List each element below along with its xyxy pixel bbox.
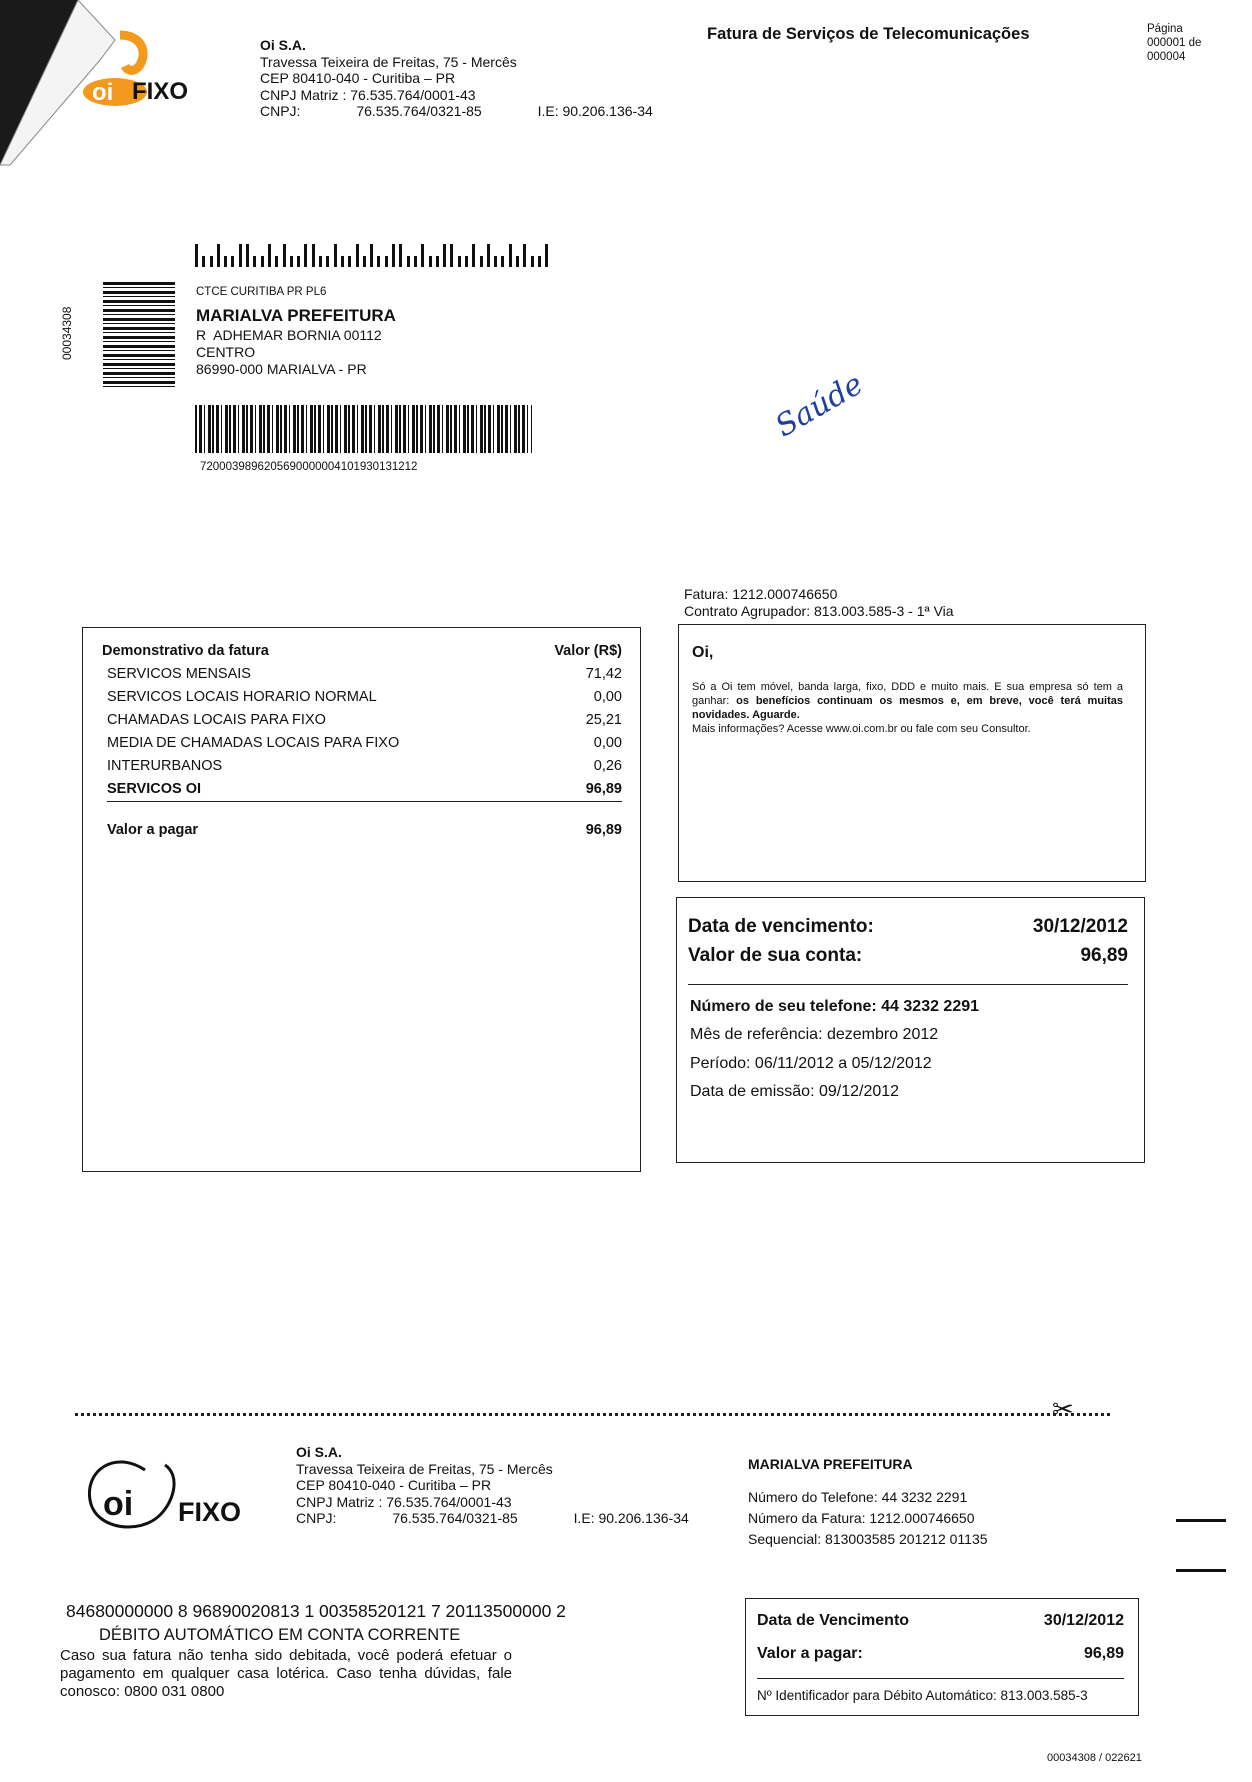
statement-item-value: 0,00 (593, 735, 622, 751)
postnet-bar (487, 244, 490, 267)
postnet-bar (275, 256, 278, 267)
scissors-icon: ✂ (1052, 1394, 1074, 1424)
postnet-bar (297, 256, 300, 267)
statement-items (83, 663, 640, 778)
statement-item-row (83, 732, 640, 755)
statement-item-value: 71,42 (585, 666, 622, 682)
stub-amount-value: 96,89 (1083, 1645, 1124, 1662)
issue-date: Data de emissão: 09/12/2012 (690, 1083, 900, 1100)
postnet-bar (341, 256, 344, 267)
message-body-bold: os benefícios continuam os mesmos e, em breve, você terá muitas novidades. Aguarde. (692, 695, 1123, 721)
postnet-bar (319, 256, 322, 267)
amount-label: Valor de sua conta: (688, 945, 863, 966)
message-body-text: Só a Oi tem móvel, banda larga, fixo, DDD e muito mais. E sua empresa só tem a ganhar: (692, 681, 1123, 707)
postnet-bar (224, 256, 227, 267)
postnet-bar (399, 244, 402, 267)
statement-subtotal (107, 778, 622, 802)
stub-ie-value: I.E: 90.206.136-34 (573, 1510, 689, 1526)
total-label: Valor a pagar (107, 822, 199, 838)
company-cnpj-matriz: CNPJ Matriz : 76.535.764/0001-43 (260, 86, 476, 103)
stub-phone: Número do Telefone: 44 3232 2291 (748, 1489, 968, 1505)
page-counter (1147, 22, 1201, 64)
margin-mark-1 (1176, 1519, 1226, 1522)
stub-cnpj-value: 76.535.764/0321-85 (392, 1510, 518, 1526)
handwritten-note: Saúde (769, 366, 870, 445)
statement-total (83, 819, 640, 842)
addressee-barcode (195, 405, 532, 453)
stub-amount-row (757, 1642, 1124, 1679)
postnet-bar (516, 256, 519, 267)
statement-item-label: SERVICOS MENSAIS (107, 666, 251, 682)
logo-fixo-text: FIXO (132, 78, 189, 105)
statement-item-label: CHAMADAS LOCAIS PARA FIXO (107, 712, 326, 728)
postnet-bar (304, 244, 307, 267)
due-box (676, 897, 1145, 1163)
postnet-bar (472, 244, 475, 267)
contrato-number: Contrato Agrupador: 813.003.585-3 - 1ª Via (684, 603, 954, 619)
svg-text:oi: oi (92, 79, 114, 106)
statement-box (82, 627, 641, 1172)
postnet-bar (370, 244, 373, 267)
stub-logo-fixo: FIXO (178, 1497, 242, 1527)
postnet-bar (363, 256, 366, 267)
page-label: Página (1147, 23, 1183, 35)
postnet-bar (217, 244, 220, 267)
stub-due-box (745, 1598, 1139, 1716)
statement-item-row (83, 663, 640, 686)
postnet-barcode (195, 244, 548, 267)
postnet-bar (458, 256, 461, 267)
total-value: 96,89 (585, 822, 622, 838)
postnet-bar (290, 256, 293, 267)
page-number: 000001 de (1147, 37, 1202, 49)
reference-month: Mês de referência: dezembro 2012 (690, 1026, 939, 1043)
stub-company-header (296, 1444, 689, 1527)
due-date-label: Data de vencimento: (688, 916, 874, 937)
postnet-bar (268, 244, 271, 267)
postnet-bar (443, 244, 446, 267)
postnet-bar (407, 256, 410, 267)
postnet-bar (231, 256, 234, 267)
svg-text:oi: oi (103, 1485, 134, 1523)
message-box (678, 624, 1146, 882)
linha-digitavel: 84680000000 8 96890020813 1 00358520121 7 20113500000 2 (66, 1601, 566, 1621)
postnet-bar (210, 256, 213, 267)
postnet-bar (195, 244, 198, 267)
stub-company-cnpj (296, 1510, 689, 1527)
due-date-row (688, 912, 1128, 941)
value-header: Valor (R$) (554, 643, 622, 659)
stub-company-address: Travessa Teixeira de Freitas, 75 - Mercês (296, 1460, 553, 1477)
postnet-bar (392, 244, 395, 267)
postnet-bar (436, 256, 439, 267)
footer-code: 00034308 / 022621 (1047, 1752, 1142, 1764)
cnpj-label: CNPJ: (260, 103, 301, 119)
stub-due-value: 30/12/2012 (1043, 1612, 1124, 1629)
postnet-bar (421, 244, 424, 267)
postnet-bar (246, 244, 249, 267)
vertical-barcode (103, 282, 175, 390)
addressee-city: 86990-000 MARIALVA - PR (196, 361, 367, 377)
stub-company-cnpj-matriz: CNPJ Matriz : 76.535.764/0001-43 (296, 1493, 512, 1510)
statement-item-row (83, 755, 640, 778)
postnet-bar (429, 256, 432, 267)
addressee-street: R ADHEMAR BORNIA 00112 (196, 327, 382, 343)
statement-item-row (83, 709, 640, 732)
postnet-bar (261, 256, 264, 267)
addressee-district: CENTRO (196, 344, 256, 360)
postnet-bar (253, 256, 256, 267)
cnpj-value: 76.535.764/0321-85 (356, 103, 482, 119)
oi-logo-stub-icon (85, 1445, 185, 1545)
statement-header (83, 640, 640, 663)
statement-item-row (83, 686, 640, 709)
oi-fixo-logo-top (80, 30, 200, 110)
margin-mark-2 (1176, 1569, 1226, 1572)
stub-company-name: Oi S.A. (296, 1444, 342, 1460)
postnet-bar (501, 256, 504, 267)
stub-cnpj-label: CNPJ: (296, 1510, 337, 1526)
ie-value: I.E: 90.206.136-34 (537, 103, 653, 119)
addressee-name: MARIALVA PREFEITURA (196, 306, 396, 325)
amount-row (688, 941, 1128, 985)
stub-customer-block (748, 1455, 988, 1550)
due-date-value: 30/12/2012 (1032, 916, 1128, 937)
postnet-bar (538, 256, 541, 267)
billing-period: Período: 06/11/2012 a 05/12/2012 (690, 1054, 932, 1072)
stub-invoice: Número da Fatura: 1212.000746650 (748, 1510, 975, 1526)
postnet-bar (545, 244, 548, 267)
postnet-bar (334, 244, 337, 267)
stub-sequence: Sequencial: 813003585 201212 01135 (748, 1531, 988, 1547)
statement-title: Demonstrativo da fatura (102, 643, 269, 659)
stub-due-row (757, 1609, 1124, 1633)
postnet-bar (356, 244, 359, 267)
phone-number: Número de seu telefone: 44 3232 2291 (690, 998, 980, 1015)
company-name: Oi S.A. (260, 37, 306, 53)
postnet-bar (377, 256, 380, 267)
postnet-bar (326, 256, 329, 267)
message-more-info: Mais informações? Acesse www.oi.com.br ou fale com seu Consultor. (692, 723, 1031, 735)
stub-company-cep: CEP 80410-040 - Curitiba – PR (296, 1477, 492, 1493)
page-total: 000004 (1147, 51, 1186, 63)
auto-debit-title: DÉBITO AUTOMÁTICO EM CONTA CORRENTE (99, 1626, 461, 1644)
vertical-code: 00034308 (60, 306, 74, 360)
message-body (692, 680, 1123, 722)
cut-line (75, 1413, 1110, 1416)
postnet-bar (239, 244, 242, 267)
postnet-bar (509, 244, 512, 267)
postnet-bar (348, 256, 351, 267)
message-greeting: Oi, (692, 644, 714, 661)
postnet-bar (414, 256, 417, 267)
document-title: Fatura de Serviços de Telecomunicações (707, 25, 1030, 43)
statement-item-label: MEDIA DE CHAMADAS LOCAIS PARA FIXO (107, 735, 400, 751)
postnet-bar (494, 256, 497, 267)
routing-code: CTCE CURITIBA PR PL6 (196, 286, 327, 298)
statement-item-label: INTERURBANOS (107, 758, 223, 774)
subtotal-label: SERVICOS OI (107, 781, 202, 797)
payment-notice: Caso sua fatura não tenha sido debitada, você poderá efetuar o pagamento em qualquer casa lotérica. Caso tenha dúvidas, fale conosco: 0800 031 0800 (60, 1647, 512, 1700)
amount-value: 96,89 (1080, 945, 1128, 966)
company-address: Travessa Teixeira de Freitas, 75 - Mercês (260, 53, 517, 70)
barcode-number: 7200039896205690000004101930131212 (200, 461, 418, 473)
company-cnpj (260, 103, 653, 120)
company-header (260, 37, 653, 120)
stub-amount-label: Valor a pagar: (757, 1645, 863, 1662)
postnet-bar (312, 244, 315, 267)
statement-item-label: SERVICOS LOCAIS HORARIO NORMAL (107, 689, 377, 705)
stub-customer-name: MARIALVA PREFEITURA (748, 1456, 913, 1472)
subtotal-value: 96,89 (585, 781, 622, 797)
addressee-block (196, 283, 396, 378)
postnet-bar (450, 244, 453, 267)
stub-due-label: Data de Vencimento (757, 1612, 910, 1629)
fatura-number: Fatura: 1212.000746650 (684, 586, 838, 602)
postnet-bar (283, 244, 286, 267)
invoice-reference (684, 586, 954, 620)
postnet-bar (385, 256, 388, 267)
postnet-bar (202, 256, 205, 267)
postnet-bar (523, 244, 526, 267)
company-cep: CEP 80410-040 - Curitiba – PR (260, 70, 456, 86)
statement-item-value: 0,26 (593, 758, 622, 774)
statement-item-value: 0,00 (593, 689, 622, 705)
auto-debit-id: Nº Identificador para Débito Automático: 813.003.585-3 (757, 1688, 1088, 1703)
postnet-bar (465, 256, 468, 267)
statement-item-value: 25,21 (585, 712, 622, 728)
postnet-bar (531, 256, 534, 267)
postnet-bar (480, 256, 483, 267)
